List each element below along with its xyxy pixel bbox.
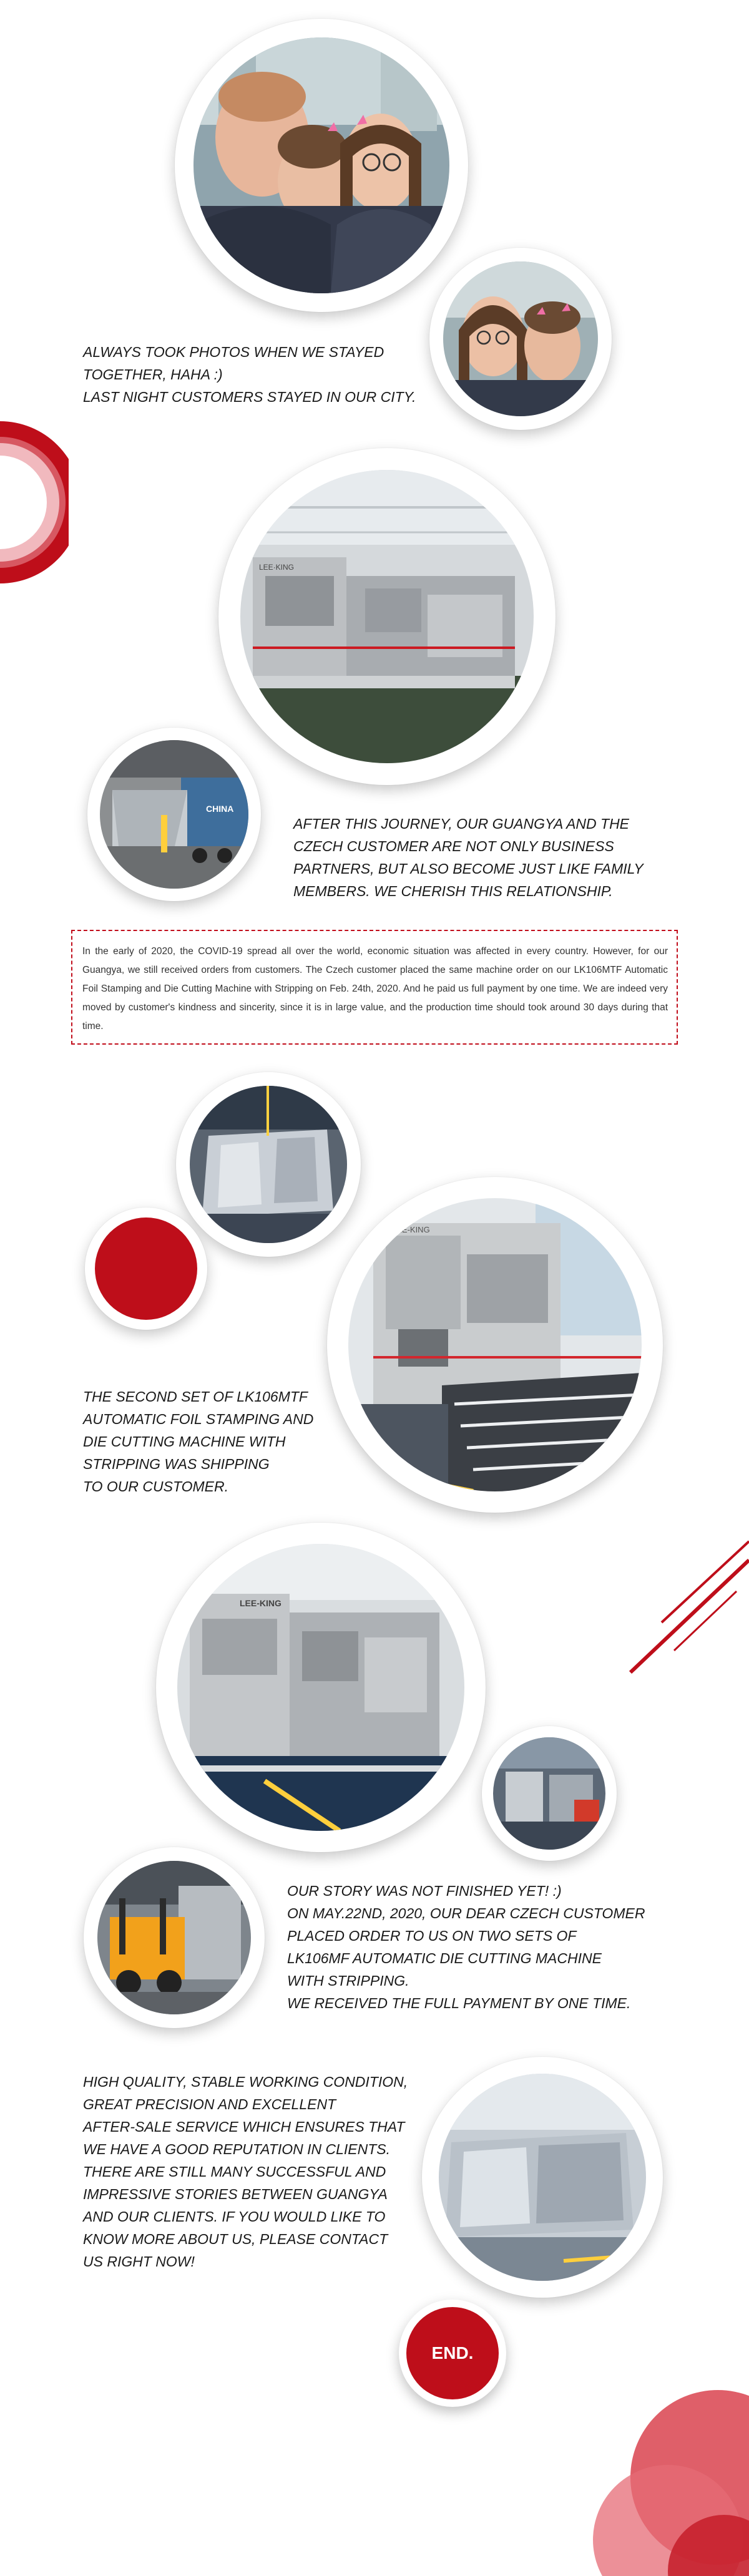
red-dot-decoration: [85, 1208, 207, 1330]
customers-selfie-photo: [193, 37, 449, 293]
container-label: CHINA: [206, 804, 234, 814]
forklift-photo-frame: [84, 1847, 265, 2028]
machine-brand-label-1: LEE·KING: [259, 563, 295, 572]
factory-machine-photo-frame: [218, 448, 556, 785]
two-customers-photo: [443, 261, 598, 416]
shipping-caption: THE SECOND SET OF LK106MTF AUTOMATIC FOIL STAMPING AND DIE CUTTING MACHINE WITH STRIPPING WAS SHIPPING TO OUR CUSTOMER.: [83, 1388, 314, 1495]
factory-line-photo-frame: [482, 1726, 617, 1861]
wrapped-machine-photo: [190, 1086, 347, 1243]
closing-caption: HIGH QUALITY, STABLE WORKING CONDITION, GREAT PRECISION AND EXCELLENT AFTER-SALE SERVICE WHICH ENSURES THAT WE HAVE A GOOD REPUTATION IN CLIENTS. THERE ARE STILL MANY SUCCESSFUL AND IMPRESSIVE STORIES BETWEEN GUANGYA AND OUR CLIENTS. IF YOU WOULD LIKE TO KNOW MORE ABOUT US, PLEASE CONTACT US RIGHT NOW!: [83, 2074, 408, 2270]
lee-king-machine-photo: [177, 1544, 464, 1831]
end-badge-label: END.: [406, 2307, 499, 2399]
right-red-lines-decoration: [624, 1529, 749, 1679]
covid-order-notice-text: In the early of 2020, the COVID-19 spread all over the world, economic situation was affected in every country. However, for our Guangya, we still received orders from customers. The Czech customer placed the same machine order on our LK106MTF Automatic Foil Stamping and Die Cutting Machine with Stripping on Feb. 24th, 2020. And he paid us full payment by one time. We are indeed very moved by customer's kindness and sincerity, since it is in large value, and the production time should took around 30 days during that time.: [82, 946, 668, 1032]
left-red-ring-decoration: [0, 412, 69, 593]
machine-stairs-photo-frame: [327, 1177, 663, 1513]
wrapped-machine-photo-frame: [176, 1072, 361, 1257]
end-badge: [399, 2300, 506, 2407]
warehouse-machine-photo-frame: [422, 2057, 663, 2298]
machine-brand-label-2: LEE-KING: [392, 1225, 430, 1234]
bottom-right-red-circles-decoration: [574, 2384, 749, 2576]
journey-caption: AFTER THIS JOURNEY, OUR GUANGYA AND THE CZECH CUSTOMER ARE NOT ONLY BUSINESS PARTNERS, BUT ALSO BECOME JUST LIKE FAMILY MEMBERS. WE CHERISH THIS RELATIONSHIP.: [293, 816, 644, 899]
lee-king-machine-photo-frame: [156, 1523, 486, 1852]
customers-selfie-photo-frame: [175, 19, 468, 312]
container-truck-photo-frame: [87, 728, 261, 901]
red-dot-fill: [95, 1217, 197, 1320]
photos-caption: ALWAYS TOOK PHOTOS WHEN WE STAYED TOGETHER, HAHA :) LAST NIGHT CUSTOMERS STAYED IN OUR CITY.: [83, 344, 416, 405]
warehouse-machine-photo: [439, 2074, 646, 2281]
forklift-photo: [97, 1861, 251, 2014]
factory-machine-photo: [240, 470, 534, 763]
container-truck-photo: [100, 740, 248, 889]
factory-line-photo: [493, 1737, 605, 1850]
machine-stairs-photo: [348, 1198, 642, 1491]
covid-order-notice: [71, 930, 678, 1045]
story-caption: OUR STORY WAS NOT FINISHED YET! :) ON MAY.22ND, 2020, OUR DEAR CZECH CUSTOMER PLACED ORDER TO US ON TWO SETS OF LK106MF AUTOMATIC DIE CUTTING MACHINE WITH STRIPPING. WE RECEIVED THE FULL PAYMENT BY ONE TIME.: [287, 1883, 645, 2011]
machine-brand-label-3: LEE-KING: [240, 1598, 281, 1608]
